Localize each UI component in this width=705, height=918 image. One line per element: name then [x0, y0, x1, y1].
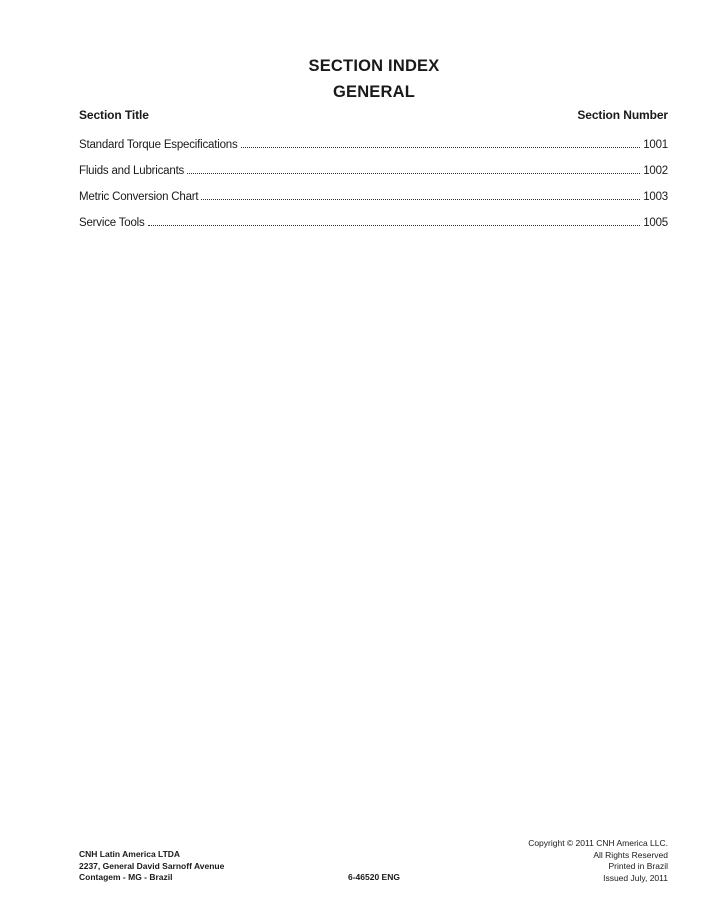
rights-notice: All Rights Reserved [593, 849, 668, 860]
toc-entry-title: Standard Torque Especifications [79, 139, 238, 151]
footer-company-address [79, 849, 224, 884]
footer-company-name: CNH Latin America LTDA [79, 849, 181, 859]
dot-leader [241, 146, 641, 148]
column-header-section-title: Section Title [79, 108, 149, 122]
toc-entry-title: Metric Conversion Chart [79, 191, 199, 203]
toc-entry-number: 1001 [643, 139, 668, 151]
toc-entry-number: 1002 [643, 165, 668, 177]
toc-entry[interactable] [79, 217, 668, 243]
footer-copyright [528, 838, 668, 884]
toc-entry-number: 1003 [643, 191, 668, 203]
column-header-section-number: Section Number [577, 108, 668, 122]
section-index-title: SECTION INDEX [308, 57, 440, 75]
printed-location: Printed in Brazil [608, 861, 668, 871]
toc-entry[interactable] [79, 139, 668, 165]
toc-entry-title: Fluids and Lubricants [79, 165, 185, 177]
dot-leader [148, 224, 641, 226]
footer-street-address: 2237, General David Sarnoff Avenue [79, 860, 225, 871]
dot-leader [201, 198, 640, 200]
toc-entry[interactable] [79, 165, 668, 191]
issue-date: Issued July, 2011 [603, 872, 668, 883]
toc-entry-number: 1005 [643, 217, 668, 229]
footer-city: Contagem - MG - Brazil [79, 872, 173, 882]
dot-leader [187, 172, 640, 174]
toc-entry[interactable] [79, 191, 668, 217]
footer-document-number: 6-46520 ENG [348, 872, 400, 882]
copyright-notice: Copyright © 2011 CNH America LLC. [528, 838, 668, 848]
table-of-contents [79, 139, 668, 243]
section-category-title: GENERAL [332, 83, 416, 101]
toc-entry-title: Service Tools [79, 217, 145, 229]
